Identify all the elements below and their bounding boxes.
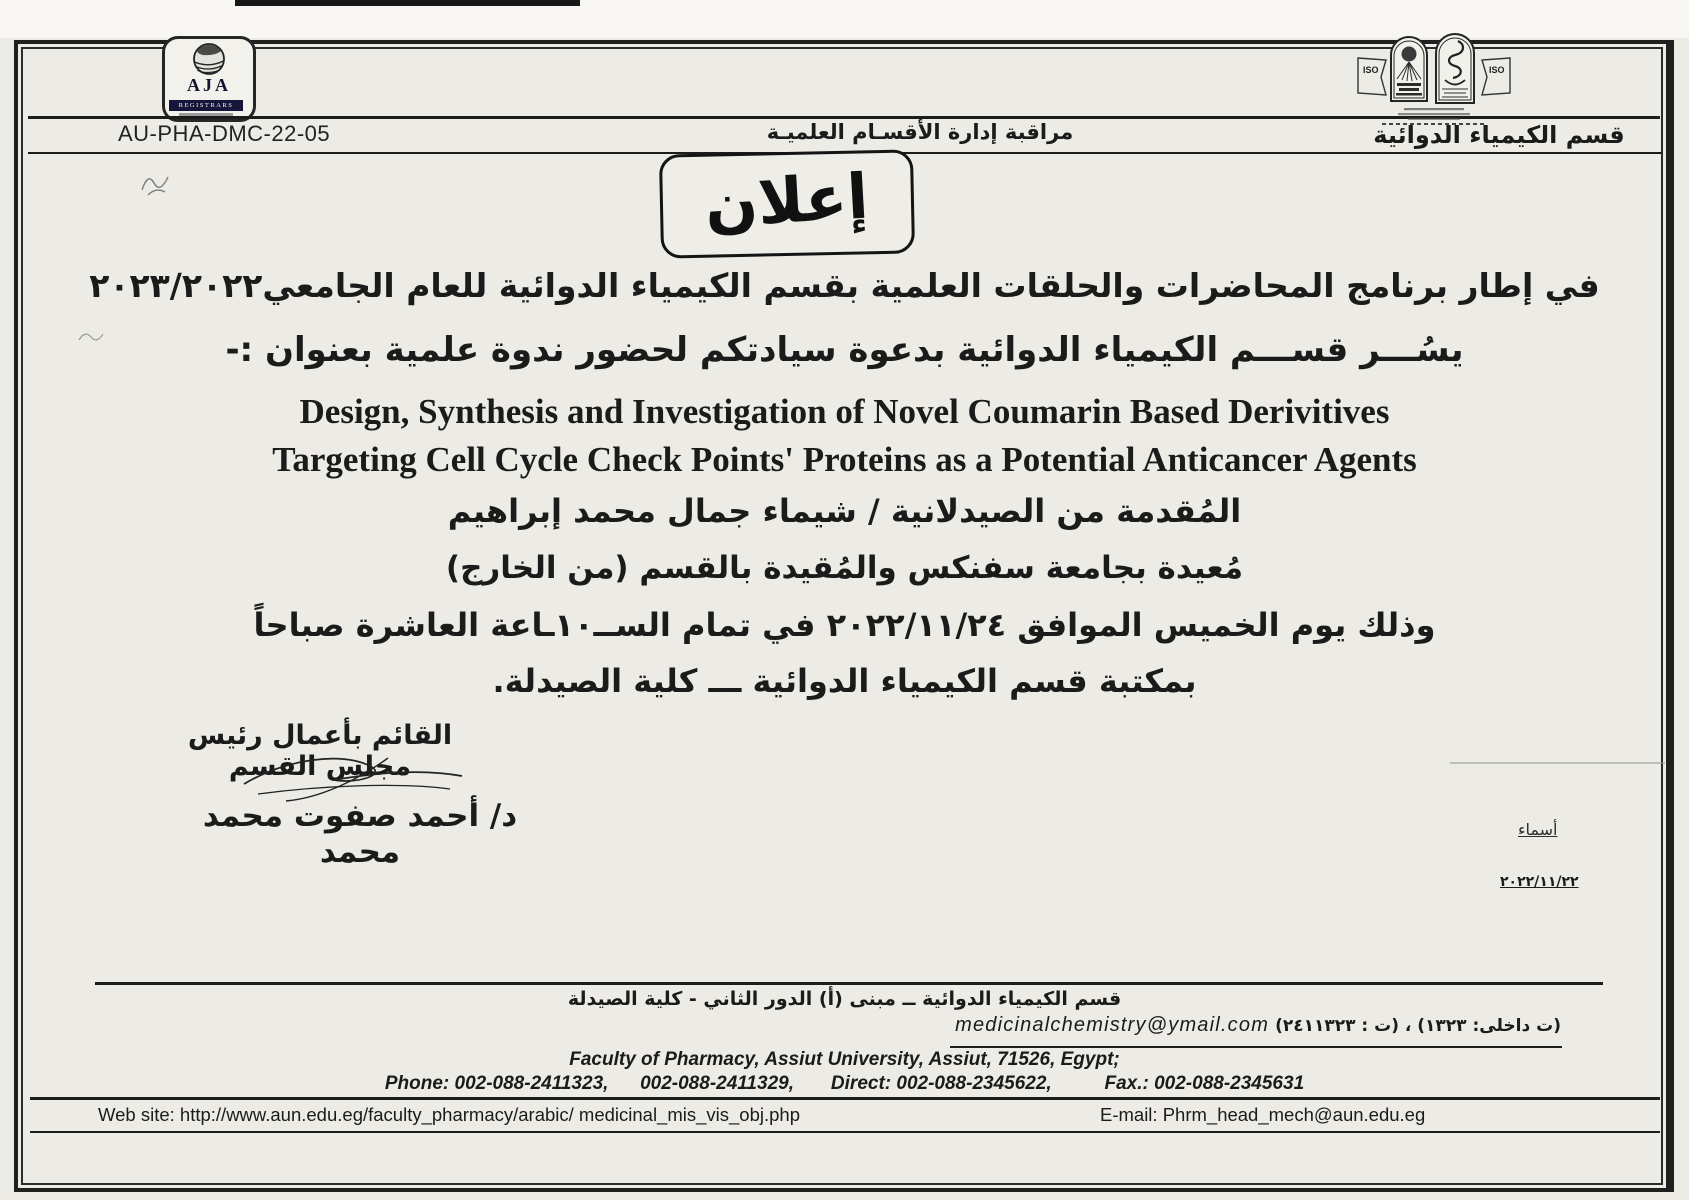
handwritten-initials: أسماء [1518,820,1558,839]
pen-mark [138,168,184,200]
signatory-name: د/ أحمد صفوت محمد محمد [202,798,518,870]
seminar-title-en-line2: Targeting Cell Cycle Check Points' Proteins as a Potential Anticancer Agents [272,440,1417,479]
footer-rule-3 [30,1097,1660,1100]
announcement-title-box [659,149,915,258]
svg-text:ISO: ISO [1489,65,1505,75]
university-emblem [1391,37,1427,101]
header-department-label: قسم الكيمياء الدوائية [1373,121,1625,149]
faculty-emblems [1352,33,1517,133]
presenter-line: المُقدمة من الصيدلانية / شيماء جمال محمد إبراهيم [447,492,1242,530]
globe-icon [189,42,229,76]
seminar-location-line: بمكتبة قسم الكيمياء الدوائية ـــ كلية الصيدلة. [492,662,1197,700]
announcement-title: إعلان [703,158,871,242]
scan-artifact-bar [235,0,580,6]
footer-department-line: قسم الكيمياء الدوائية ــ مبنى (أ) الدور الثاني - كلية الصيدلة [567,988,1122,1010]
footer-website: Web site: http://www.aun.edu.eg/faculty_pharmacy/arabic/ medicinal_mis_vis_obj.php [98,1104,800,1125]
aja-registrars-logo [162,36,256,122]
intro-line-1: في إطار برنامج المحاضرات والحلقات العلمية بقسم الكيمياء الدوائية للعام الجامعي٢٠٢٣/٢٠٢٢ [89,266,1600,305]
footer-address-en: Faculty of Pharmacy, Assiut University, Assiut, 71526, Egypt; [569,1049,1120,1070]
iso-ribbon-right [1482,58,1510,95]
header-center-label: مراقبة إدارة الأقسـام العلميـة [766,120,1074,144]
footer-rule-4 [30,1131,1660,1133]
signatory-title: القائم بأعمال رئيس مجلس القسم [187,720,453,782]
footer-telephones-ar: (ت داخلى: ١٣٢٣) ، (ت : ٢٤١١٣٢٣) [1275,1016,1561,1036]
pharmacy-emblem [1436,34,1474,103]
seminar-title-en-line1: Design, Synthesis and Investigation of Novel Coumarin Based Derivitives [299,392,1390,431]
document-code: AU-PHA-DMC-22-05 [118,121,331,146]
footer-rule-1 [95,982,1603,985]
svg-text:ISO: ISO [1363,65,1379,75]
aja-logo-text: AJA [187,75,231,95]
intro-line-2: يسُـــر قســـم الكيمياء الدوائية بدعوة سيادتكم لحضور ندوة علمية بعنوان :- [225,330,1464,370]
aja-registrars-banner: REGISTRARS [169,100,243,111]
footer-email-en: E-mail: Phrm_head_mech@aun.edu.eg [1100,1104,1426,1125]
note-rule [1450,762,1665,764]
seminar-datetime-line: وذلك يوم الخميس الموافق ٢٠٢٢/١١/٢٤ في تمام الســ١٠ـاعة العاشرة صباحاً [253,606,1436,644]
presenter-role-line: مُعيدة بجامعة سفنكس والمُقيدة بالقسم (من الخارج) [445,550,1244,586]
footer-phones-en: Phone: 002-088-2411323, 002-088-2411329, Direct: 002-088-2345622, Fax.: 002-088-2345631 [384,1073,1305,1094]
footer-contact-line [955,1014,1561,1037]
iso-ribbon-left [1358,58,1386,95]
footer-department-email: medicinalchemistry@ymail.com [955,1014,1270,1036]
footer-rule-2 [950,1046,1562,1048]
handwritten-date: ٢٠٢٢/١١/٢٢ [1500,874,1579,890]
